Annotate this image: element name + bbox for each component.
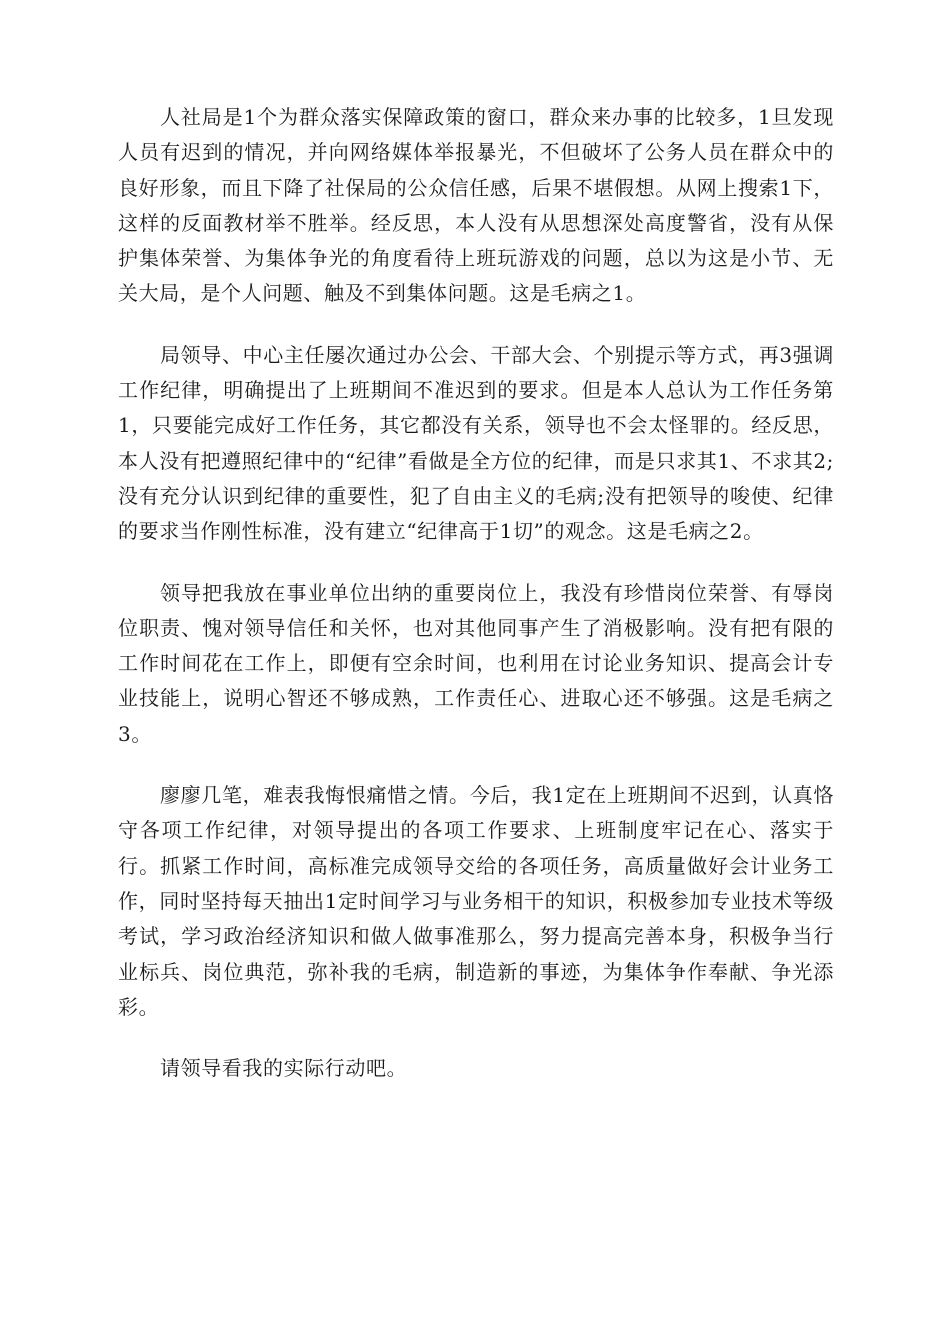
paragraph-5: 请领导看我的实际行动吧。 [160,1056,408,1081]
document-body [118,100,834,1086]
paragraph-2: 局领导、中心主任屡次通过办公会、干部大会、个别提示等方式，再3强调工作纪律，明确提出了上班期间不准迟到的要求。但是本人总认为工作任务第1，只要能完成好工作任务，其它都没有关系，领导也不会太怪罪的。经反思，本人没有把遵照纪律中的“纪律”看做是全方位的纪律，而是只求其1、不求其2;没有充分认识到纪律的重要性，犯了自由主义的毛病;没有把领导的唆使、纪律的要求当作刚性标准，没有建立“纪律高于1切”的观念。这是毛病之2。 [118,342,834,544]
paragraph-4: 廖廖几笔，难表我悔恨痛惜之情。今后，我1定在上班期间不迟到，认真恪守各项工作纪律，对领导提出的各项工作要求、上班制度牢记在心、落实于行。抓紧工作时间，高标准完成领导交给的各项任务，高质量做好会计业务工作，同时坚持每天抽出1定时间学习与业务相干的知识，积极参加专业技术等级考试，学习政治经济知识和做人做事准那么，努力提高完善本身，积极争当行业标兵、岗位典范，弥补我的毛病，制造新的事迹，为集体争作奉献、争光添彩。 [118,783,834,1019]
paragraph-3: 领导把我放在事业单位出纳的重要岗位上，我没有珍惜岗位荣誉、有辱岗位职责、愧对领导信任和关怀，也对其他同事产生了消极影响。没有把有限的工作时间花在工作上，即便有空余时间，也利用在讨论业务知识、提高会计专业技能上，说明心智还不够成熟，工作责任心、进取心还不够强。这是毛病之3。 [118,580,834,746]
paragraph-1: 人社局是1个为群众落实保障政策的窗口，群众来办事的比较多，1旦发现人员有迟到的情况，并向网络媒体举报暴光，不但破坏了公务人员在群众中的良好形象，而且下降了社保局的公众信任感，后果不堪假想。从网上搜索1下，这样的反面教材举不胜举。经反思，本人没有从思想深处高度警省，没有从保护集体荣誉、为集体争光的角度看待上班玩游戏的问题，总以为这是小节、无关大局，是个人问题、触及不到集体问题。这是毛病之1。 [118,105,834,306]
